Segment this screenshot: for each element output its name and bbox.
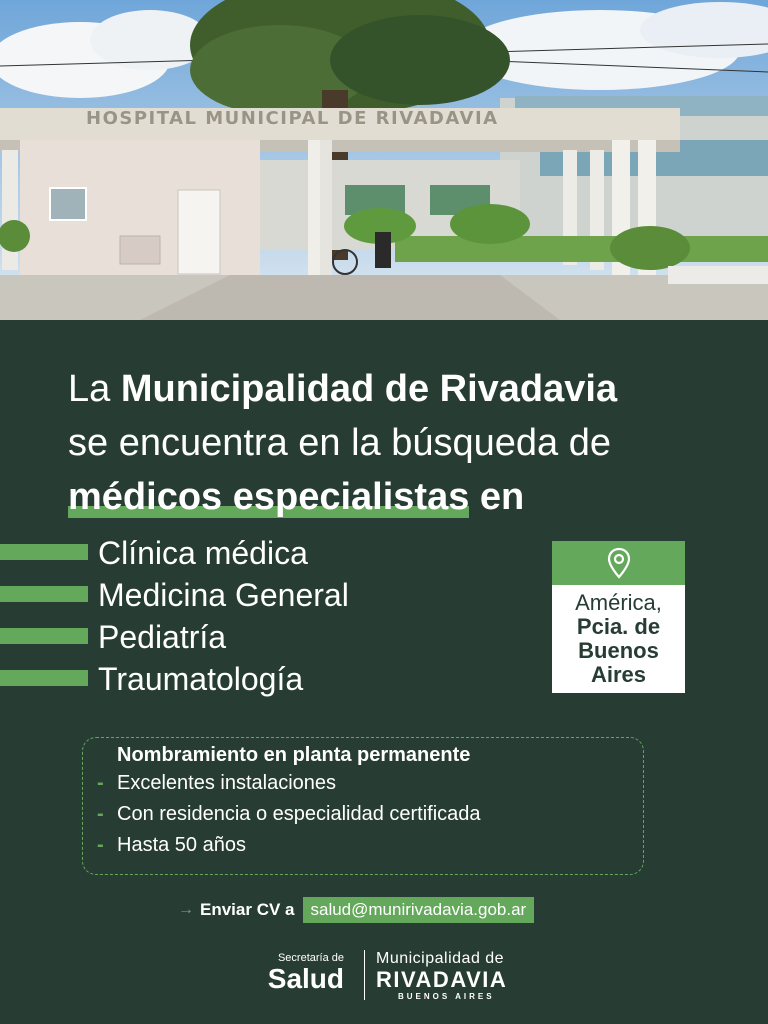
hospital-photo — [0, 0, 768, 320]
specialty-bar — [0, 586, 88, 602]
location-city: América, — [575, 590, 662, 615]
specialty-bar — [0, 544, 88, 560]
specialty-label: Traumatología — [98, 661, 304, 697]
municipality-name: RIVADAVIA — [376, 967, 508, 992]
send-cv — [178, 896, 534, 924]
headline-suffix: en — [469, 476, 525, 518]
highlight-text: médicos especialistas — [68, 476, 470, 518]
requirements-title: Nombramiento en planta permanente — [117, 744, 471, 766]
location-card — [552, 541, 685, 693]
headline-municipality: Municipalidad de Rivadavia — [120, 368, 618, 410]
email-link[interactable]: salud@munirivadavia.gob.ar — [303, 897, 535, 923]
location-province-1: Pcia. de — [576, 614, 661, 639]
secretaria-salud: Salud — [267, 963, 344, 994]
specialties-list — [0, 532, 520, 700]
requirement-text: Hasta 50 años — [117, 834, 246, 856]
location-province-2: Buenos — [578, 638, 659, 663]
requirement-text: Con residencia o especialidad certificada — [117, 803, 481, 825]
headline-line-1 — [68, 362, 758, 416]
dash-icon: - — [97, 803, 104, 825]
specialty-label: Pediatría — [98, 619, 227, 655]
secretaria-label: Secretaría de — [277, 952, 344, 964]
location-province-3: Aires — [590, 662, 647, 687]
hospital-sign: HOSPITAL MUNICIPAL DE RIVADAVIA — [86, 108, 499, 129]
specialty-item — [0, 532, 520, 574]
requirements-box — [82, 737, 644, 875]
municipality-province: BUENOS AIRES — [398, 992, 495, 1001]
headline-prefix: La — [68, 368, 121, 410]
specialty-item — [0, 616, 520, 658]
municipality-label: Municipalidad de — [376, 950, 505, 967]
requirement-item — [97, 772, 336, 795]
requirement-item — [97, 834, 246, 857]
specialty-item — [0, 658, 520, 700]
highlight — [68, 470, 469, 524]
location-header — [552, 541, 685, 585]
specialty-label: Clínica médica — [98, 535, 308, 571]
requirement-text: Excelentes instalaciones — [117, 772, 337, 794]
specialty-item — [0, 574, 520, 616]
specialty-bar — [0, 628, 88, 644]
dash-icon: - — [97, 772, 104, 794]
specialty-bar — [0, 670, 88, 686]
footer-logos — [258, 948, 558, 1004]
logo-divider — [364, 950, 365, 1000]
headline-line-3 — [68, 470, 758, 524]
headline-line-2: se encuentra en la búsqueda de — [68, 422, 611, 464]
arrow-right-icon: → — [178, 901, 194, 918]
requirement-item — [97, 803, 481, 826]
map-pin-icon — [607, 547, 631, 579]
specialty-label: Medicina General — [98, 577, 349, 613]
headline — [68, 362, 758, 524]
dash-icon: - — [97, 834, 104, 856]
send-cv-label: Enviar CV a — [200, 900, 295, 919]
